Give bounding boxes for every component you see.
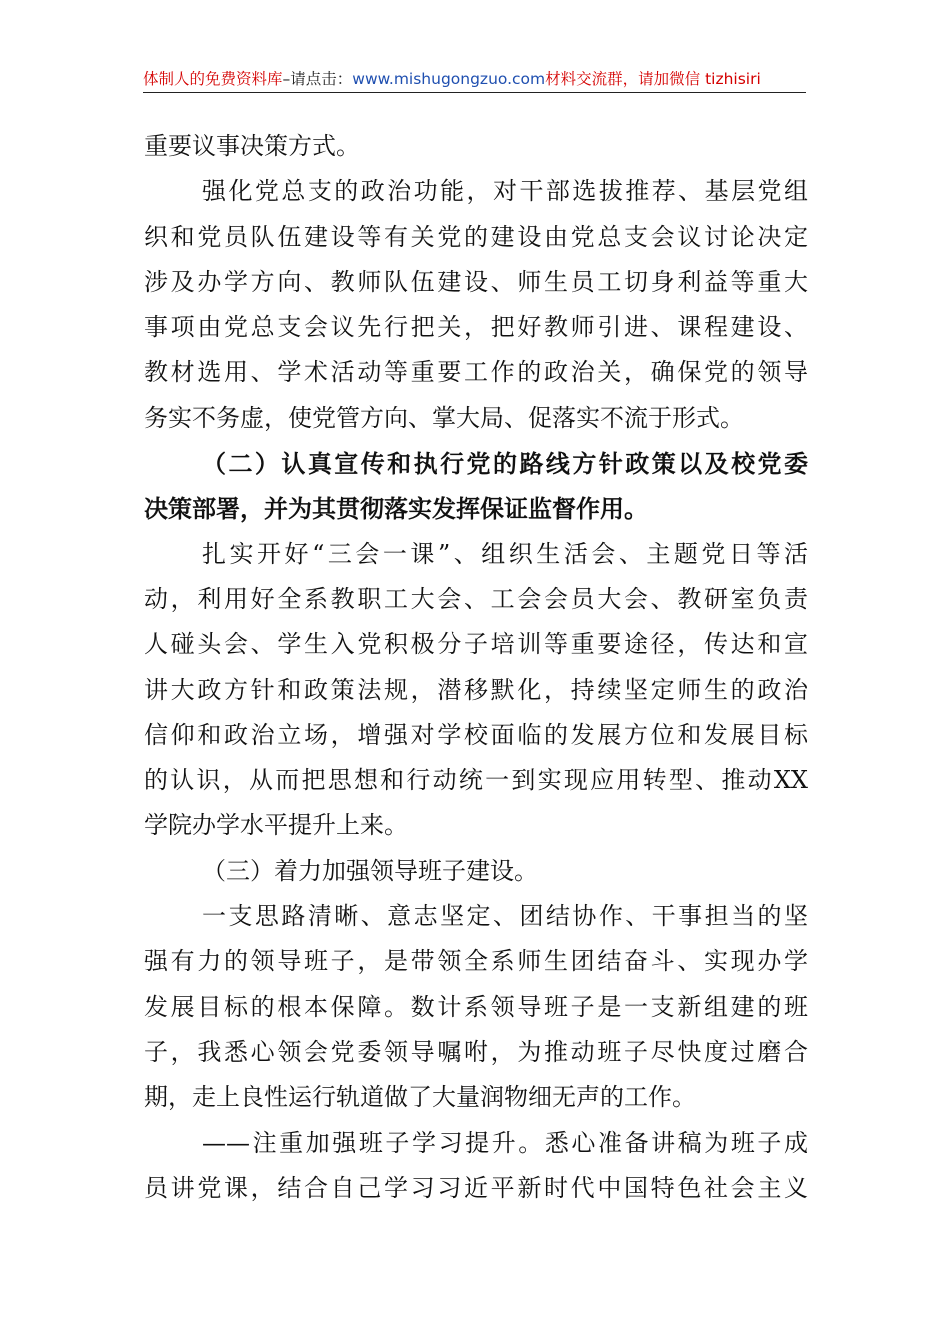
text-line: 重要议事决策方式。: [144, 132, 360, 160]
text-line: 一支思路清晰、意志坚定、团结协作、干事担当的坚: [202, 902, 808, 931]
text-line: ——注重加强班子学习提升。悉心准备讲稿为班子成: [202, 1128, 808, 1157]
click-prompt: –请点击：: [282, 70, 353, 88]
document-body: [144, 124, 808, 1211]
text-line: 期，走上良性运行轨道做了大量润物细无声的工作。: [144, 1083, 696, 1112]
text-line: 子，我悉心领会党委领导嘱咐，为推动班子尽快度过磨合: [144, 1037, 808, 1066]
text-line: 教材选用、学术活动等重要工作的政治关，确保党的领导: [144, 358, 808, 387]
site-link[interactable]: www.mishugongzuo.com: [352, 70, 546, 88]
text-line: 强化党总支的政治功能，对干部选拔推荐、基层党组: [202, 177, 808, 206]
text-line: 务实不务虚，使党管方向、掌大局、促落实不流于形式。: [144, 403, 744, 432]
text-line: 员讲党课，结合自己学习习近平新时代中国特色社会主义: [144, 1173, 808, 1202]
text-line: 讲大政方针和政策法规，潜移默化，持续坚定师生的政治: [144, 675, 808, 704]
text-line: 人碰头会、学生入党积极分子培训等重要途径，传达和宣: [144, 630, 808, 659]
text-line: （二）认真宣传和执行党的路线方针政策以及校党委: [202, 449, 808, 479]
site-name: 体制人的免费资料库: [143, 70, 283, 88]
text-line: 信仰和政治立场，增强对学校面临的发展方位和发展目标: [144, 720, 808, 749]
text-line: 发展目标的根本保障。数计系领导班子是一支新组建的班: [144, 992, 808, 1021]
text-line: 扎实开好“三会一课”、组织生活会、主题党日等活: [202, 539, 808, 568]
contact-text: 材料交流群，请加微信 tizhisiri: [545, 70, 761, 88]
text-line: 动，利用好全系教职工大会、工会会员大会、教研室负责: [144, 584, 808, 613]
page-header: [143, 66, 806, 93]
text-line: （三）着力加强领导班子建设。: [202, 856, 538, 885]
text-line: 事项由党总支会议先行把关，把好教师引进、课程建设、: [144, 313, 808, 342]
text-line: 决策部署，并为其贯彻落实发挥保证监督作用。: [144, 494, 648, 524]
text-line: 强有力的领导班子，是带领全系师生团结奋斗、实现办学: [144, 947, 808, 976]
text-line: 涉及办学方向、教师队伍建设、师生员工切身利益等重大: [144, 267, 808, 296]
text-line: 织和党员队伍建设等有关党的建设由党总支会议讨论决定: [144, 222, 808, 251]
text-line: 的认识，从而把思想和行动统一到实现应用转型、推动XX: [144, 766, 808, 795]
text-line: 学院办学水平提升上来。: [144, 811, 408, 840]
